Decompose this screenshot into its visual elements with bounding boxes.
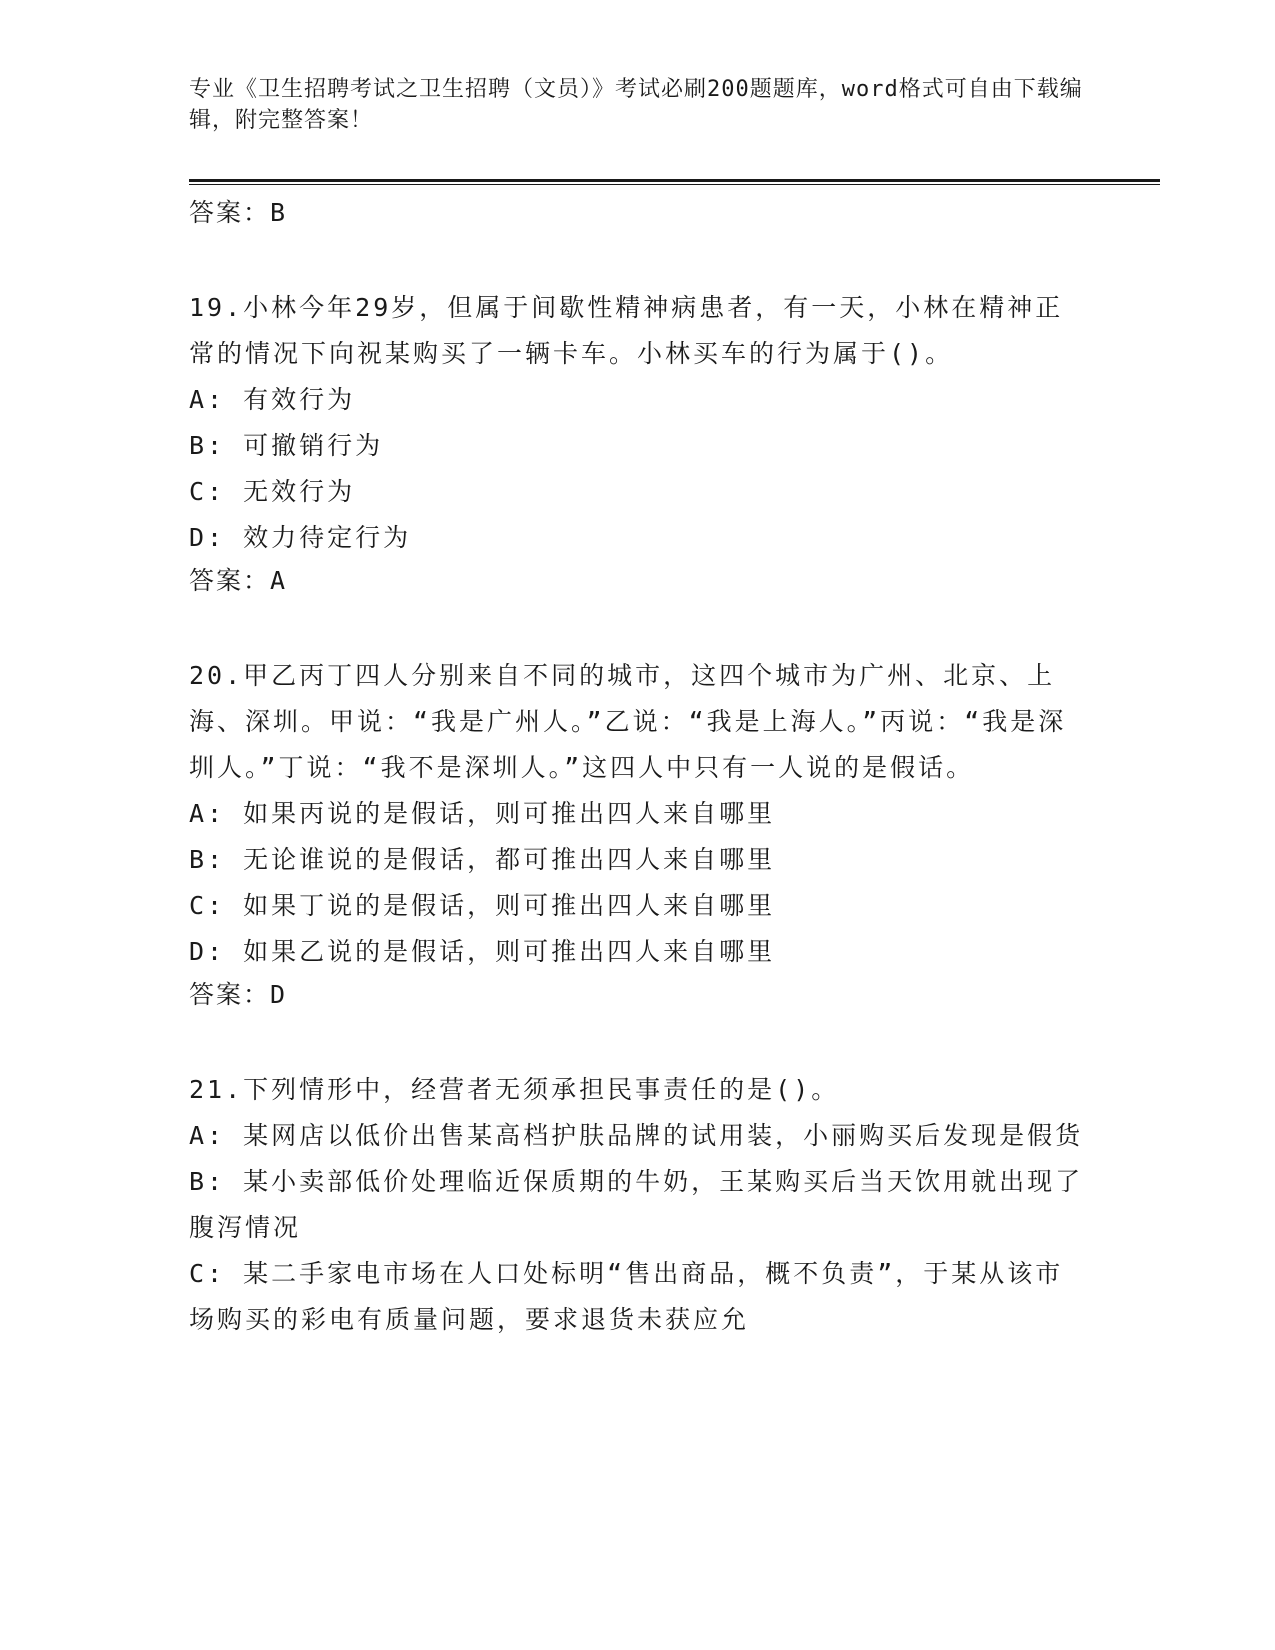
option-key: D: <box>189 937 226 966</box>
option-key: B: <box>189 431 226 460</box>
option-text: 可撤销行为 <box>243 431 384 460</box>
block-gap <box>189 233 1089 285</box>
question-stem: 21.下列情形中，经营者无须承担民事责任的是()。 <box>189 1075 840 1104</box>
question-stem: 20.甲乙丙丁四人分别来自不同的城市，这四个城市为广州、北京、上海、深圳。甲说：“我是广州人。”乙说：“我是上海人。”丙说：“我是深圳人。”丁说：“我不是深圳人。”这四人中只有一人说的是假话。 <box>189 661 1067 782</box>
option-key: A: <box>189 385 226 414</box>
option-key: C: <box>189 477 226 506</box>
option-text: 无论谁说的是假话，都可推出四人来自哪里 <box>243 845 776 874</box>
option-c <box>189 883 1089 929</box>
option-key: B: <box>189 845 226 874</box>
option-d <box>189 515 1089 561</box>
option-text: 某小卖部低价处理临近保质期的牛奶，王某购买后当天饮用就出现了腹泻情况 <box>189 1167 1084 1242</box>
answer-line: 答案：D <box>189 980 288 1009</box>
option-key: A: <box>189 799 226 828</box>
option-key: C: <box>189 1259 226 1288</box>
page-header: 专业《卫生招聘考试之卫生招聘（文员）》考试必刷200题题库，word格式可自由下载编辑，附完整答案！ <box>189 77 1083 133</box>
option-text: 有效行为 <box>243 385 356 414</box>
block-gap <box>189 601 1089 653</box>
option-key: A: <box>189 1121 226 1150</box>
question-list <box>189 193 1089 1343</box>
option-text: 某二手家电市场在人口处标明“售出商品，概不负责”，于某从该市场购买的彩电有质量问题，要求退货未获应允 <box>189 1259 1064 1334</box>
option-key: B: <box>189 1167 226 1196</box>
option-b <box>189 1159 1089 1251</box>
option-b <box>189 837 1089 883</box>
option-b <box>189 423 1089 469</box>
option-text: 无效行为 <box>243 477 356 506</box>
question-21 <box>189 1067 1089 1343</box>
option-key: C: <box>189 891 226 920</box>
option-c <box>189 469 1089 515</box>
option-text: 某网店以低价出售某高档护肤品牌的试用装，小丽购买后发现是假货 <box>243 1121 1084 1150</box>
option-c <box>189 1251 1089 1343</box>
option-key: D: <box>189 523 226 552</box>
option-text: 如果丁说的是假话，则可推出四人来自哪里 <box>243 891 776 920</box>
option-text: 如果丙说的是假话，则可推出四人来自哪里 <box>243 799 776 828</box>
block-gap <box>189 1015 1089 1067</box>
question-19 <box>189 285 1089 601</box>
option-text: 如果乙说的是假话，则可推出四人来自哪里 <box>243 937 776 966</box>
answer-line: 答案：A <box>189 566 288 595</box>
option-a <box>189 791 1089 837</box>
option-text: 效力待定行为 <box>243 523 412 552</box>
answer-line: 答案：B <box>189 198 288 227</box>
option-d <box>189 929 1089 975</box>
option-a <box>189 1113 1089 1159</box>
option-a <box>189 377 1089 423</box>
question-20 <box>189 653 1089 1015</box>
question-stem: 19.小林今年29岁，但属于间歇性精神病患者，有一天，小林在精神正常的情况下向祝某购买了一辆卡车。小林买车的行为属于()。 <box>189 293 1064 368</box>
header-divider-thick <box>189 179 1160 182</box>
header-divider-thin <box>189 184 1160 185</box>
